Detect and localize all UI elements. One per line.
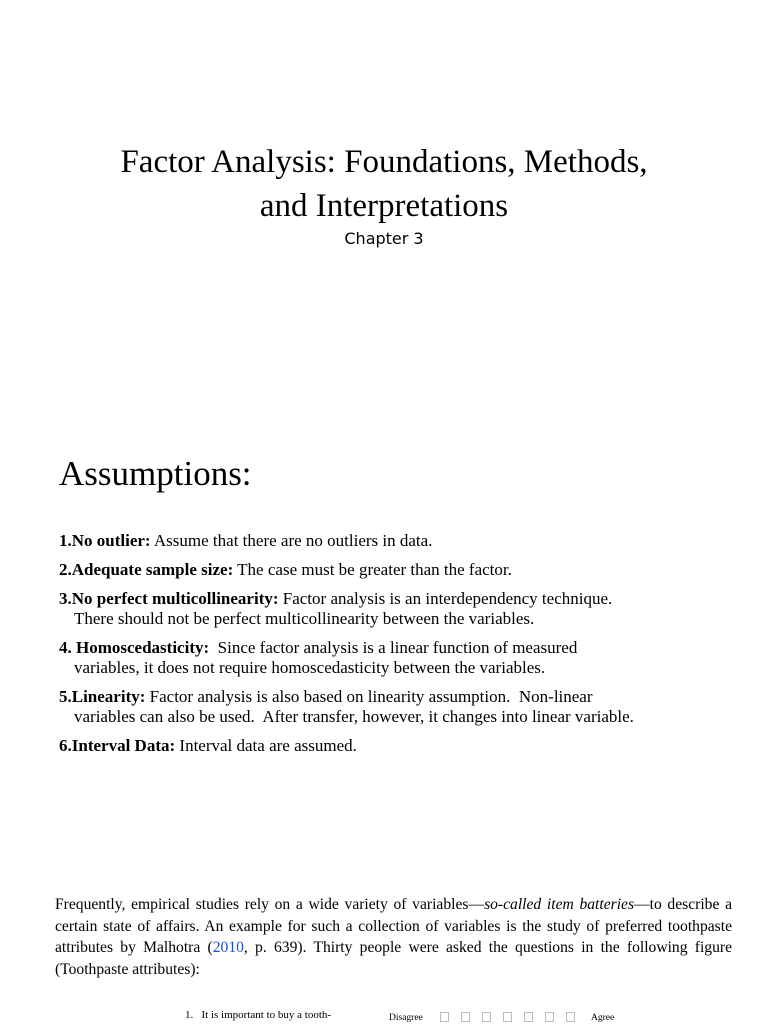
- citation-link[interactable]: 2010: [212, 939, 244, 956]
- assumption-text-continued: There should not be perfect multicollinearity between the variables.: [74, 609, 535, 628]
- assumption-item: [59, 531, 739, 551]
- assumption-label: 3.No perfect multicollinearity:: [59, 589, 279, 608]
- title-line-1: Factor Analysis: Foundations, Methods,: [120, 144, 648, 180]
- assumption-label: 6.Interval Data:: [59, 736, 176, 755]
- assumption-text: Interval data are assumed.: [175, 736, 357, 755]
- survey-statement: 1. It is important to buy a tooth-: [185, 1009, 332, 1021]
- scale-checkbox[interactable]: [440, 1012, 449, 1022]
- scale-checkbox[interactable]: [503, 1012, 512, 1022]
- assumption-label: 4. Homoscedasticity:: [59, 638, 210, 657]
- paragraph-text: Frequently, empirical studies rely on a wide variety of variables—: [55, 896, 485, 913]
- assumption-text-continued: variables can also be used. After transfer, however, it changes into linear variable.: [74, 707, 634, 726]
- title-line-2: and Interpretations: [259, 188, 509, 224]
- assumption-text: Factor analysis is an interdependency technique.: [278, 589, 613, 608]
- assumption-label: 2.Adequate sample size:: [59, 560, 234, 579]
- scale-agree-label: Agree: [591, 1013, 615, 1023]
- scale-checkboxes: [440, 1012, 587, 1030]
- assumption-label: 5.Linearity:: [59, 687, 146, 706]
- assumption-text: Since factor analysis is a linear function of measured: [209, 638, 578, 657]
- assumption-item: [59, 687, 739, 727]
- assumption-text: Factor analysis is also based on linearity assumption. Non-linear: [145, 687, 593, 706]
- scale-checkbox[interactable]: [566, 1012, 575, 1022]
- assumption-text: The case must be greater than the factor.: [233, 560, 512, 579]
- assumption-text-continued: variables, it does not require homoscedasticity between the variables.: [74, 658, 546, 677]
- assumption-item: [59, 736, 739, 756]
- assumption-item: [59, 560, 739, 580]
- assumptions-list: [59, 531, 739, 765]
- assumption-text: Assume that there are no outliers in data.: [150, 531, 433, 550]
- assumption-label: 1.No outlier:: [59, 531, 151, 550]
- scale-checkbox[interactable]: [545, 1012, 554, 1022]
- paragraph-italic: so-called item batteries: [484, 896, 635, 913]
- scale-checkbox[interactable]: [524, 1012, 533, 1022]
- scale-checkbox[interactable]: [461, 1012, 470, 1022]
- body-paragraph: [55, 894, 732, 980]
- scale-checkbox[interactable]: [482, 1012, 491, 1022]
- chapter-subtitle: Chapter 3: [344, 229, 424, 248]
- document-title: [0, 140, 768, 228]
- paragraph-text: , p. 639). Thirty people were asked the questions in the following figure (Toothpaste attributes):: [55, 939, 733, 978]
- scale-disagree-label: Disagree: [389, 1013, 423, 1023]
- assumptions-heading: Assumptions:: [59, 454, 252, 493]
- paragraph-text: —to describe a certain state of affairs. An example for such a collection of variables is the study of preferred toothpaste attributes by Malhotra (: [55, 896, 732, 956]
- assumption-item: [59, 589, 739, 629]
- assumption-item: [59, 638, 739, 678]
